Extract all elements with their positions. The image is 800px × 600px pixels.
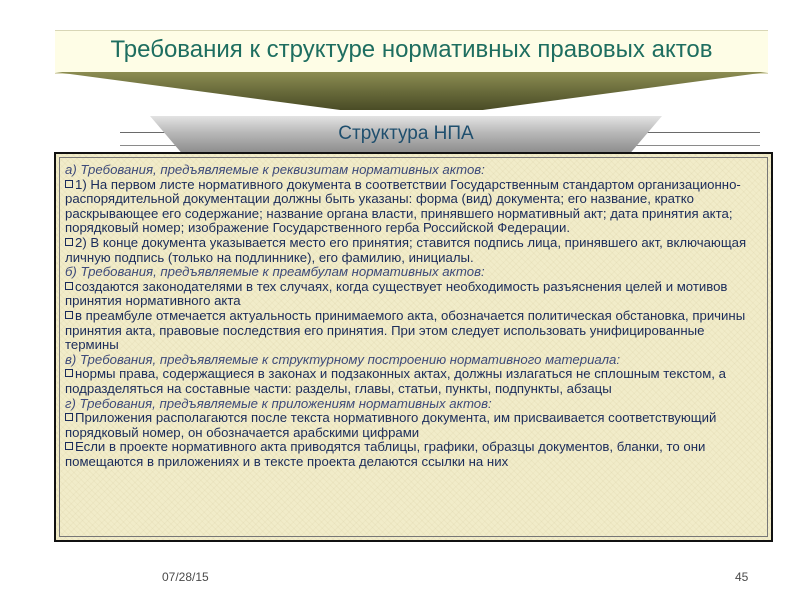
checkbox-bullet-icon — [65, 413, 73, 421]
list-item — [65, 309, 761, 353]
list-item — [65, 367, 761, 396]
list-item-text: 2) В конце документа указывается место его принятия; ставится подпись лица, принявшего акт, включающая личную подпись (только на подлиннике), его фамилию, инициалы. — [65, 234, 747, 265]
list-item — [65, 440, 761, 469]
section-heading-b: б) Требования, предъявляемые к преамбулам нормативных актов: — [65, 264, 485, 280]
footer-date: 07/28/15 — [162, 570, 209, 584]
list-item-text: Приложения располагаются после текста нормативного документа, им присваивается соответствующий порядковый номер, он обозначается арабскими цифрами — [65, 410, 717, 440]
content-box — [54, 152, 773, 542]
list-item — [65, 236, 761, 265]
checkbox-bullet-icon — [65, 369, 73, 377]
checkbox-bullet-icon — [65, 238, 73, 246]
section-heading-c: в) Требования, предъявляемые к структурному построению нормативного материала: — [65, 351, 621, 367]
slide-subtitle: Структура НПА — [338, 123, 474, 144]
page-number: 45 — [735, 570, 749, 584]
list-item-text: нормы права, содержащиеся в законах и подзаконных актах, должны излагаться не сплошным текстом, а подразделяться на составные части: разделы, главы, статьи, пункты, подпункты, абзацы — [65, 366, 726, 396]
checkbox-bullet-icon — [65, 311, 73, 319]
list-item-text: 1) На первом листе нормативного документа в соответствии Государственным стандартом организационно-распорядительной документации должны быть указаны: форма (вид) документа; его название, кратко раскрывающее его содержание; название органа власти, принявшего нормативный акт; дата принятия акта; порядковый номер; изображение Государственного герба Российской Федерации. — [65, 176, 741, 236]
list-item-text: в преамбуле отмечается актуальность принимаемого акта, обозначается политическая обстановка, причины принятия акта, правовые последствия его принятия. При этом следует использовать унифицированные термины — [65, 307, 746, 353]
list-item — [65, 178, 761, 236]
checkbox-bullet-icon — [65, 442, 73, 450]
checkbox-bullet-icon — [65, 180, 73, 188]
list-item-text: создаются законодателями в тех случаях, когда существует необходимость разъяснения целей и мотивов принятия нормативного акта — [65, 278, 728, 309]
list-item — [65, 280, 761, 309]
slide-title: Требования к структуре нормативных правовых актов — [110, 36, 713, 63]
list-item-text: Если в проекте нормативного акта приводятся таблицы, графики, образцы документов, бланки, то они помещаются в приложениях и в тексте проекта делаются ссылки на них — [65, 439, 706, 469]
section-heading-d: г) Требования, предъявляемые к приложениям нормативных актов: — [65, 395, 492, 411]
section-heading-a: а) Требования, предъявляемые к реквизитам нормативных актов: — [65, 162, 485, 177]
title-funnel-shape — [55, 72, 768, 110]
list-item — [65, 411, 761, 440]
checkbox-bullet-icon — [65, 282, 73, 290]
